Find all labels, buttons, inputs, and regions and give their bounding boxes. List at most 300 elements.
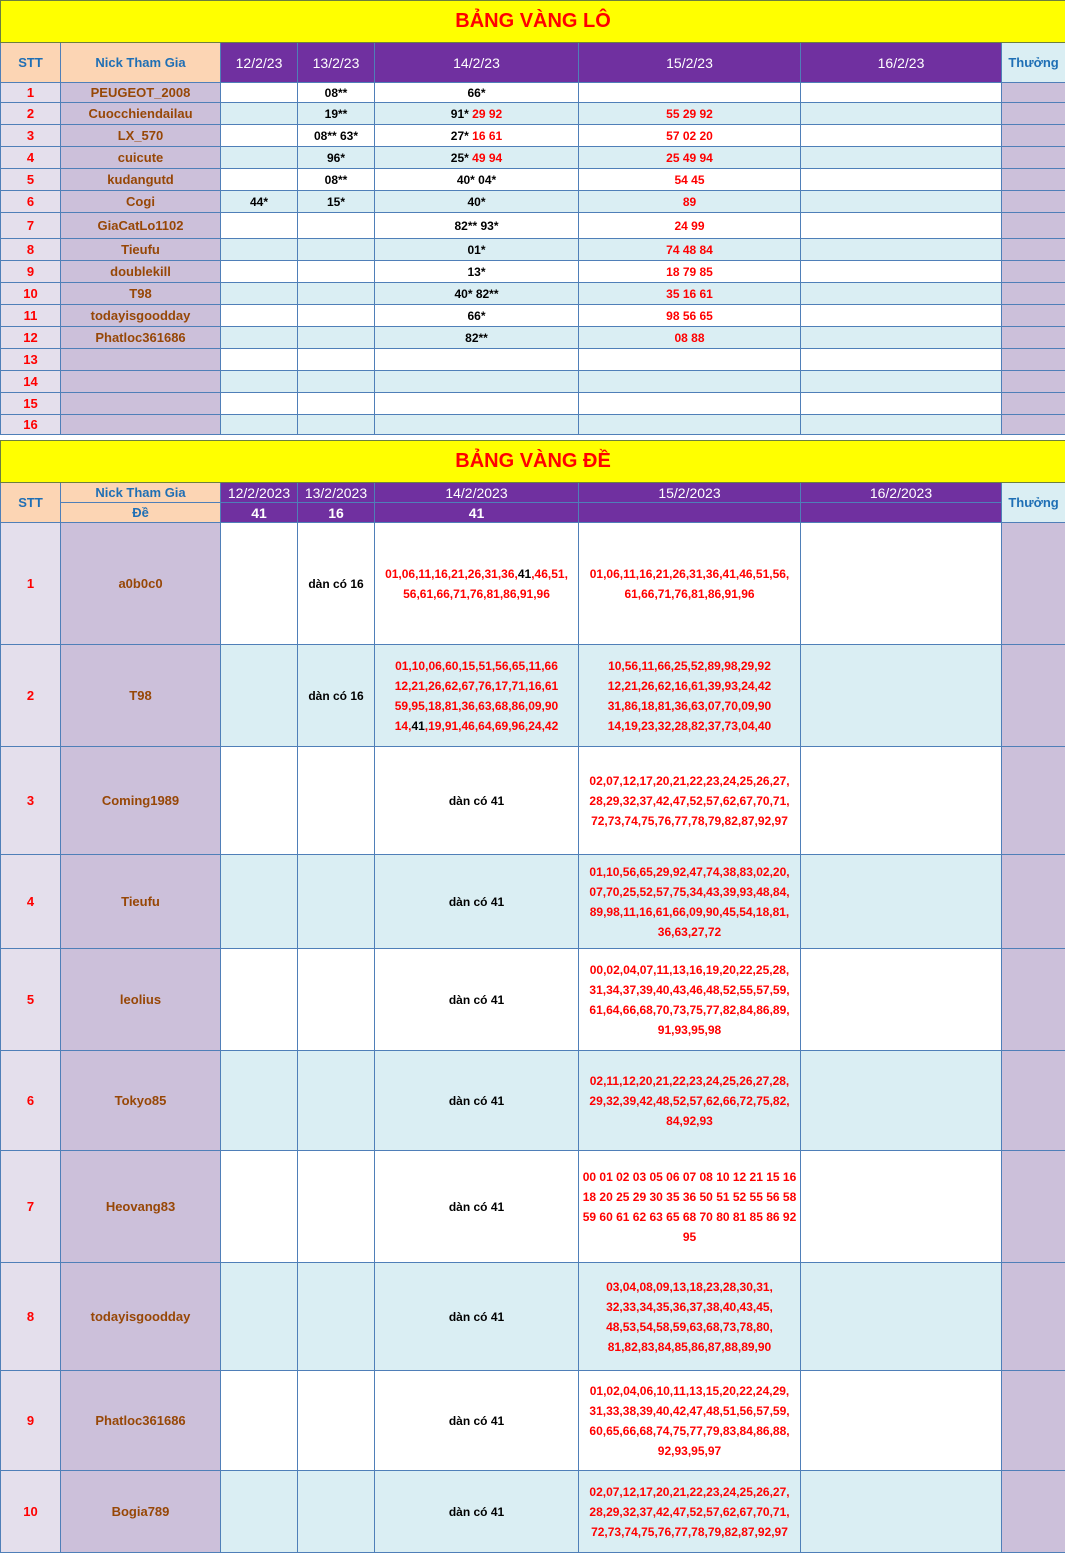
row-date-2: [298, 949, 375, 1051]
row-date-4: [579, 213, 801, 239]
row-date-5: [801, 1051, 1002, 1151]
row-date-5: [801, 213, 1002, 239]
de-header-date-5: 16/2/2023: [801, 483, 1002, 503]
cell-text: ,19,91,46,64,69,96,24,42: [424, 718, 559, 733]
row-thuong: [1002, 261, 1065, 283]
row-nick: Heovang83: [61, 1151, 221, 1263]
cell-text: 03,04,08,09,13,18,23,28,30,31, 32,33,34,35,36,37,38,40,43,45, 48,53,54,58,59,63,68,73,78,80, 81,82,83,84,85,86,87,88,89,90: [606, 1279, 773, 1354]
table-row: [1, 1263, 1065, 1371]
cell-text: 01,06,11,16,21,26,31,36,41,46,51,56, 61,66,71,76,81,86,91,96: [589, 566, 790, 601]
row-date-5: [801, 305, 1002, 327]
row-date-1: [221, 371, 298, 393]
row-thuong: [1002, 1051, 1065, 1151]
table-row: [1, 349, 1065, 371]
row-thuong: [1002, 327, 1065, 349]
cell-text: 40* 04*: [456, 172, 497, 187]
row-date-4: [579, 83, 801, 103]
cell-text: 08 88: [674, 330, 705, 345]
table-row: [1, 305, 1065, 327]
row-date-4: [579, 349, 801, 371]
row-date-4: [579, 523, 801, 645]
row-stt: 14: [1, 371, 61, 393]
row-date-3: [375, 169, 579, 191]
row-thuong: [1002, 305, 1065, 327]
cell-text: 01*: [467, 242, 486, 257]
row-date-3: [375, 213, 579, 239]
lo-table-body: [1, 83, 1065, 435]
row-date-5: [801, 1151, 1002, 1263]
row-nick: [61, 393, 221, 415]
row-date-2: [298, 349, 375, 371]
table-row: [1, 1371, 1065, 1471]
row-nick: Tokyo85: [61, 1051, 221, 1151]
row-date-2: [298, 283, 375, 305]
row-date-4: [579, 147, 801, 169]
row-date-2: [298, 747, 375, 855]
row-date-1: [221, 1471, 298, 1553]
row-thuong: [1002, 191, 1065, 213]
cell-text: 66*: [467, 308, 486, 323]
lo-header-date-5: 16/2/23: [801, 43, 1002, 83]
cell-text: dàn có 41: [448, 894, 505, 909]
table-row: [1, 125, 1065, 147]
lo-header-date-2: 13/2/23: [298, 43, 375, 83]
row-stt: 8: [1, 1263, 61, 1371]
de-result-1: 41: [221, 503, 298, 523]
cell-text: 01,02,04,06,10,11,13,15,20,22,24,29, 31,33,38,39,40,42,47,48,51,56,57,59, 60,65,66,68,74,75,77,79,83,84,86,88, 92,93,95,97: [589, 1383, 790, 1458]
cell-text: 24 99: [674, 218, 705, 233]
cell-text: dàn có 41: [448, 992, 505, 1007]
row-date-2: [298, 213, 375, 239]
row-date-2: [298, 415, 375, 435]
cell-text: 15*: [326, 194, 346, 209]
cell-text: 08** 63*: [313, 128, 359, 143]
row-date-1: [221, 213, 298, 239]
cell-text: 19**: [324, 106, 348, 121]
de-header-nick: Nick Tham Gia: [61, 483, 221, 503]
table-row: [1, 327, 1065, 349]
cell-text: dàn có 16: [308, 576, 364, 591]
table-row: [1, 169, 1065, 191]
row-date-3: [375, 261, 579, 283]
row-nick: T98: [61, 283, 221, 305]
de-label: Đề: [61, 503, 221, 523]
row-date-1: [221, 949, 298, 1051]
cell-text: 49 94: [472, 150, 503, 165]
cell-text: 02,07,12,17,20,21,22,23,24,25,26,27, 28,29,32,37,42,47,52,57,62,67,70,71, 72,73,74,75,76,77,78,79,82,87,92,97: [589, 1484, 790, 1539]
row-date-1: [221, 261, 298, 283]
row-date-1: [221, 147, 298, 169]
cell-text: 91*: [450, 106, 473, 121]
row-thuong: [1002, 949, 1065, 1051]
table-row: [1, 239, 1065, 261]
cell-text: 82**: [465, 330, 488, 345]
row-date-2: [298, 191, 375, 213]
row-date-3: [375, 327, 579, 349]
row-nick: T98: [61, 645, 221, 747]
row-stt: 5: [1, 169, 61, 191]
cell-text: 25 49 94: [666, 150, 713, 165]
row-date-3: [375, 283, 579, 305]
row-date-4: [579, 949, 801, 1051]
cell-text: 08**: [324, 85, 348, 100]
table-row: [1, 855, 1065, 949]
row-date-5: [801, 239, 1002, 261]
cell-text: ,46,51, 56,61,66,71,76,81,86,91,96: [403, 566, 568, 601]
row-date-4: [579, 125, 801, 147]
row-stt: 2: [1, 645, 61, 747]
lo-header-stt: STT: [1, 43, 61, 83]
cell-text: 66*: [467, 85, 486, 100]
row-date-1: [221, 1051, 298, 1151]
row-thuong: [1002, 103, 1065, 125]
row-stt: 4: [1, 855, 61, 949]
de-title: BẢNG VÀNG ĐỀ: [1, 441, 1065, 483]
row-thuong: [1002, 1471, 1065, 1553]
row-date-4: [579, 1471, 801, 1553]
cell-text: dàn có 41: [448, 1199, 505, 1214]
row-date-5: [801, 283, 1002, 305]
row-date-3: [375, 1471, 579, 1553]
table-row: [1, 371, 1065, 393]
de-header-stt: STT: [1, 483, 61, 523]
row-date-4: [579, 1151, 801, 1263]
row-date-1: [221, 393, 298, 415]
row-nick: doublekill: [61, 261, 221, 283]
row-date-3: [375, 1151, 579, 1263]
row-nick: PEUGEOT_2008: [61, 83, 221, 103]
de-header-date-2: 13/2/2023: [298, 483, 375, 503]
cell-text: 00,02,04,07,11,13,16,19,20,22,25,28, 31,34,37,39,40,43,46,48,52,55,57,59, 61,64,66,68,70,73,75,77,82,84,86,89, 91,93,95,98: [589, 962, 790, 1037]
cell-text: 08**: [324, 172, 348, 187]
row-date-5: [801, 645, 1002, 747]
cell-text: 01,06,11,16,21,26,31,36,: [385, 566, 518, 581]
table-row: [1, 283, 1065, 305]
de-header-thuong: Thưởng: [1002, 483, 1065, 523]
row-date-3: [375, 949, 579, 1051]
row-date-1: [221, 239, 298, 261]
cell-text: 57 02 20: [666, 128, 713, 143]
row-date-4: [579, 855, 801, 949]
row-date-2: [298, 103, 375, 125]
row-nick: cuicute: [61, 147, 221, 169]
row-stt: 15: [1, 393, 61, 415]
row-nick: leolius: [61, 949, 221, 1051]
row-nick: [61, 371, 221, 393]
row-date-2: [298, 645, 375, 747]
lo-header-date-3: 14/2/23: [375, 43, 579, 83]
row-nick: Cogi: [61, 191, 221, 213]
row-stt: 13: [1, 349, 61, 371]
table-row: [1, 747, 1065, 855]
de-table: [0, 440, 1065, 1553]
table-row: [1, 1471, 1065, 1553]
row-date-5: [801, 147, 1002, 169]
row-thuong: [1002, 239, 1065, 261]
row-date-1: [221, 169, 298, 191]
row-date-2: [298, 261, 375, 283]
row-date-2: [298, 305, 375, 327]
row-date-4: [579, 415, 801, 435]
row-date-5: [801, 371, 1002, 393]
lo-header-thuong: Thưởng: [1002, 43, 1065, 83]
row-date-1: [221, 747, 298, 855]
row-date-1: [221, 415, 298, 435]
cell-text: 89: [682, 194, 697, 209]
de-result-4: [579, 503, 801, 523]
row-date-3: [375, 191, 579, 213]
table-row: [1, 949, 1065, 1051]
row-stt: 16: [1, 415, 61, 435]
cell-text: 44*: [249, 194, 269, 209]
table-row: [1, 83, 1065, 103]
cell-text: 40*: [467, 194, 486, 209]
cell-text: 29 92: [472, 106, 503, 121]
cell-text: 27*: [450, 128, 473, 143]
row-date-4: [579, 261, 801, 283]
row-stt: 3: [1, 747, 61, 855]
cell-text: 13*: [467, 264, 486, 279]
row-date-4: [579, 239, 801, 261]
row-date-3: [375, 747, 579, 855]
row-date-1: [221, 327, 298, 349]
row-date-4: [579, 305, 801, 327]
row-nick: Cuocchiendailau: [61, 103, 221, 125]
cell-text: 41: [517, 566, 532, 581]
table-row: [1, 147, 1065, 169]
lo-header-date-4: 15/2/23: [579, 43, 801, 83]
row-date-3: [375, 349, 579, 371]
row-stt: 10: [1, 283, 61, 305]
row-thuong: [1002, 83, 1065, 103]
row-thuong: [1002, 371, 1065, 393]
row-date-1: [221, 1371, 298, 1471]
table-row: [1, 261, 1065, 283]
row-date-3: [375, 523, 579, 645]
row-date-3: [375, 239, 579, 261]
row-date-5: [801, 83, 1002, 103]
row-nick: Bogia789: [61, 1471, 221, 1553]
row-date-2: [298, 855, 375, 949]
table-row: [1, 415, 1065, 435]
row-date-4: [579, 191, 801, 213]
row-nick: LX_570: [61, 125, 221, 147]
cell-text: 02,11,12,20,21,22,23,24,25,26,27,28, 29,32,39,42,48,52,57,62,66,72,75,82, 84,92,93: [589, 1073, 790, 1128]
row-stt: 9: [1, 1371, 61, 1471]
row-date-1: [221, 1263, 298, 1371]
cell-text: 35 16 61: [666, 286, 713, 301]
row-nick: Coming1989: [61, 747, 221, 855]
row-nick: kudangutd: [61, 169, 221, 191]
row-date-4: [579, 169, 801, 191]
row-date-1: [221, 125, 298, 147]
row-nick: a0b0c0: [61, 523, 221, 645]
lo-table: [0, 0, 1065, 435]
row-thuong: [1002, 855, 1065, 949]
row-date-3: [375, 645, 579, 747]
row-date-2: [298, 1151, 375, 1263]
cell-text: 00 01 02 03 05 06 07 08 10 12 21 15 16 18 20 25 29 30 35 36 50 51 52 55 56 58 59 60 61 62 63 65 68 70 80 81 85 86 92 95: [582, 1169, 797, 1244]
row-date-5: [801, 327, 1002, 349]
row-nick: todayisgoodday: [61, 305, 221, 327]
row-thuong: [1002, 415, 1065, 435]
cell-text: 40* 82**: [454, 286, 499, 301]
row-date-3: [375, 1371, 579, 1471]
row-date-4: [579, 1263, 801, 1371]
row-date-2: [298, 523, 375, 645]
row-date-2: [298, 125, 375, 147]
row-thuong: [1002, 125, 1065, 147]
row-date-2: [298, 1371, 375, 1471]
row-date-4: [579, 103, 801, 125]
row-thuong: [1002, 213, 1065, 239]
table-row: [1, 393, 1065, 415]
row-date-5: [801, 103, 1002, 125]
de-result-3: 41: [375, 503, 579, 523]
row-date-1: [221, 283, 298, 305]
cell-text: dàn có 41: [448, 793, 505, 808]
row-thuong: [1002, 147, 1065, 169]
row-nick: Tieufu: [61, 855, 221, 949]
row-date-2: [298, 239, 375, 261]
row-stt: 9: [1, 261, 61, 283]
row-date-2: [298, 1051, 375, 1151]
row-thuong: [1002, 1263, 1065, 1371]
cell-text: 16 61: [472, 128, 503, 143]
row-date-1: [221, 523, 298, 645]
row-date-5: [801, 523, 1002, 645]
row-stt: 1: [1, 523, 61, 645]
row-date-1: [221, 191, 298, 213]
row-date-3: [375, 147, 579, 169]
row-date-4: [579, 1051, 801, 1151]
row-date-2: [298, 83, 375, 103]
lo-header-nick: Nick Tham Gia: [61, 43, 221, 83]
cell-text: 01,10,06,60,15,51,56,65,11,66 12,21,26,62,67,76,17,71,16,61 59,95,18,81,36,63,68,86,09,90 14,: [394, 658, 559, 733]
row-date-2: [298, 1471, 375, 1553]
row-date-3: [375, 125, 579, 147]
row-nick: Tieufu: [61, 239, 221, 261]
row-stt: 6: [1, 1051, 61, 1151]
row-date-2: [298, 393, 375, 415]
row-date-2: [298, 371, 375, 393]
de-header-date-4: 15/2/2023: [579, 483, 801, 503]
row-date-1: [221, 349, 298, 371]
row-thuong: [1002, 747, 1065, 855]
row-date-2: [298, 147, 375, 169]
row-stt: 10: [1, 1471, 61, 1553]
row-date-5: [801, 1371, 1002, 1471]
row-date-4: [579, 393, 801, 415]
row-date-3: [375, 103, 579, 125]
row-date-1: [221, 1151, 298, 1263]
row-date-2: [298, 169, 375, 191]
cell-text: 98 56 65: [666, 308, 713, 323]
row-date-5: [801, 747, 1002, 855]
row-stt: 7: [1, 1151, 61, 1263]
row-thuong: [1002, 349, 1065, 371]
row-date-3: [375, 83, 579, 103]
cell-text: dàn có 41: [448, 1309, 505, 1324]
lo-header-date-1: 12/2/23: [221, 43, 298, 83]
row-date-2: [298, 1263, 375, 1371]
row-date-5: [801, 125, 1002, 147]
cell-text: 10,56,11,66,25,52,89,98,29,92 12,21,26,62,16,61,39,93,24,42 31,86,18,81,36,63,07,70,09,90 14,19,23,32,28,82,37,73,04,40: [607, 658, 772, 733]
row-stt: 7: [1, 213, 61, 239]
row-date-3: [375, 415, 579, 435]
row-nick: GiaCatLo1102: [61, 213, 221, 239]
row-nick: Phatloc361686: [61, 327, 221, 349]
table-row: [1, 191, 1065, 213]
row-thuong: [1002, 645, 1065, 747]
row-nick: [61, 349, 221, 371]
cell-text: 54 45: [674, 172, 705, 187]
row-date-5: [801, 1471, 1002, 1553]
de-header-date-1: 12/2/2023: [221, 483, 298, 503]
row-stt: 4: [1, 147, 61, 169]
table-row: [1, 1151, 1065, 1263]
cell-text: 55 29 92: [666, 106, 713, 121]
row-stt: 2: [1, 103, 61, 125]
row-date-4: [579, 747, 801, 855]
row-date-1: [221, 645, 298, 747]
row-date-3: [375, 371, 579, 393]
row-date-3: [375, 1263, 579, 1371]
row-date-4: [579, 645, 801, 747]
de-header-date-3: 14/2/2023: [375, 483, 579, 503]
row-date-1: [221, 103, 298, 125]
cell-text: 96*: [326, 150, 346, 165]
cell-text: 82** 93*: [454, 218, 499, 233]
de-table-body: [1, 523, 1065, 1553]
row-date-5: [801, 949, 1002, 1051]
row-date-3: [375, 393, 579, 415]
row-date-1: [221, 83, 298, 103]
row-date-5: [801, 261, 1002, 283]
lo-title: BẢNG VÀNG LÔ: [1, 1, 1065, 43]
row-date-2: [298, 327, 375, 349]
row-date-1: [221, 855, 298, 949]
cell-text: 01,10,56,65,29,92,47,74,38,83,02,20, 07,70,25,52,57,75,34,43,39,93,48,84, 89,98,11,16,61,66,09,90,45,54,18,81, 36,63,27,72: [589, 864, 790, 939]
row-date-5: [801, 393, 1002, 415]
row-nick: todayisgoodday: [61, 1263, 221, 1371]
row-date-4: [579, 371, 801, 393]
cell-text: dàn có 41: [448, 1504, 505, 1519]
row-stt: 8: [1, 239, 61, 261]
table-row: [1, 1051, 1065, 1151]
row-thuong: [1002, 1151, 1065, 1263]
row-stt: 5: [1, 949, 61, 1051]
table-row: [1, 103, 1065, 125]
row-date-5: [801, 855, 1002, 949]
row-date-3: [375, 305, 579, 327]
cell-text: dàn có 41: [448, 1093, 505, 1108]
row-date-4: [579, 1371, 801, 1471]
cell-text: 25*: [450, 150, 473, 165]
table-row: [1, 213, 1065, 239]
row-nick: Phatloc361686: [61, 1371, 221, 1471]
row-thuong: [1002, 393, 1065, 415]
row-stt: 1: [1, 83, 61, 103]
cell-text: 02,07,12,17,20,21,22,23,24,25,26,27, 28,29,32,37,42,47,52,57,62,67,70,71, 72,73,74,75,76,77,78,79,82,87,92,97: [589, 773, 790, 828]
row-date-5: [801, 415, 1002, 435]
cell-text: 74 48 84: [666, 242, 713, 257]
cell-text: dàn có 41: [448, 1413, 505, 1428]
cell-text: 41: [411, 718, 425, 733]
row-date-1: [221, 305, 298, 327]
row-thuong: [1002, 523, 1065, 645]
row-date-4: [579, 283, 801, 305]
